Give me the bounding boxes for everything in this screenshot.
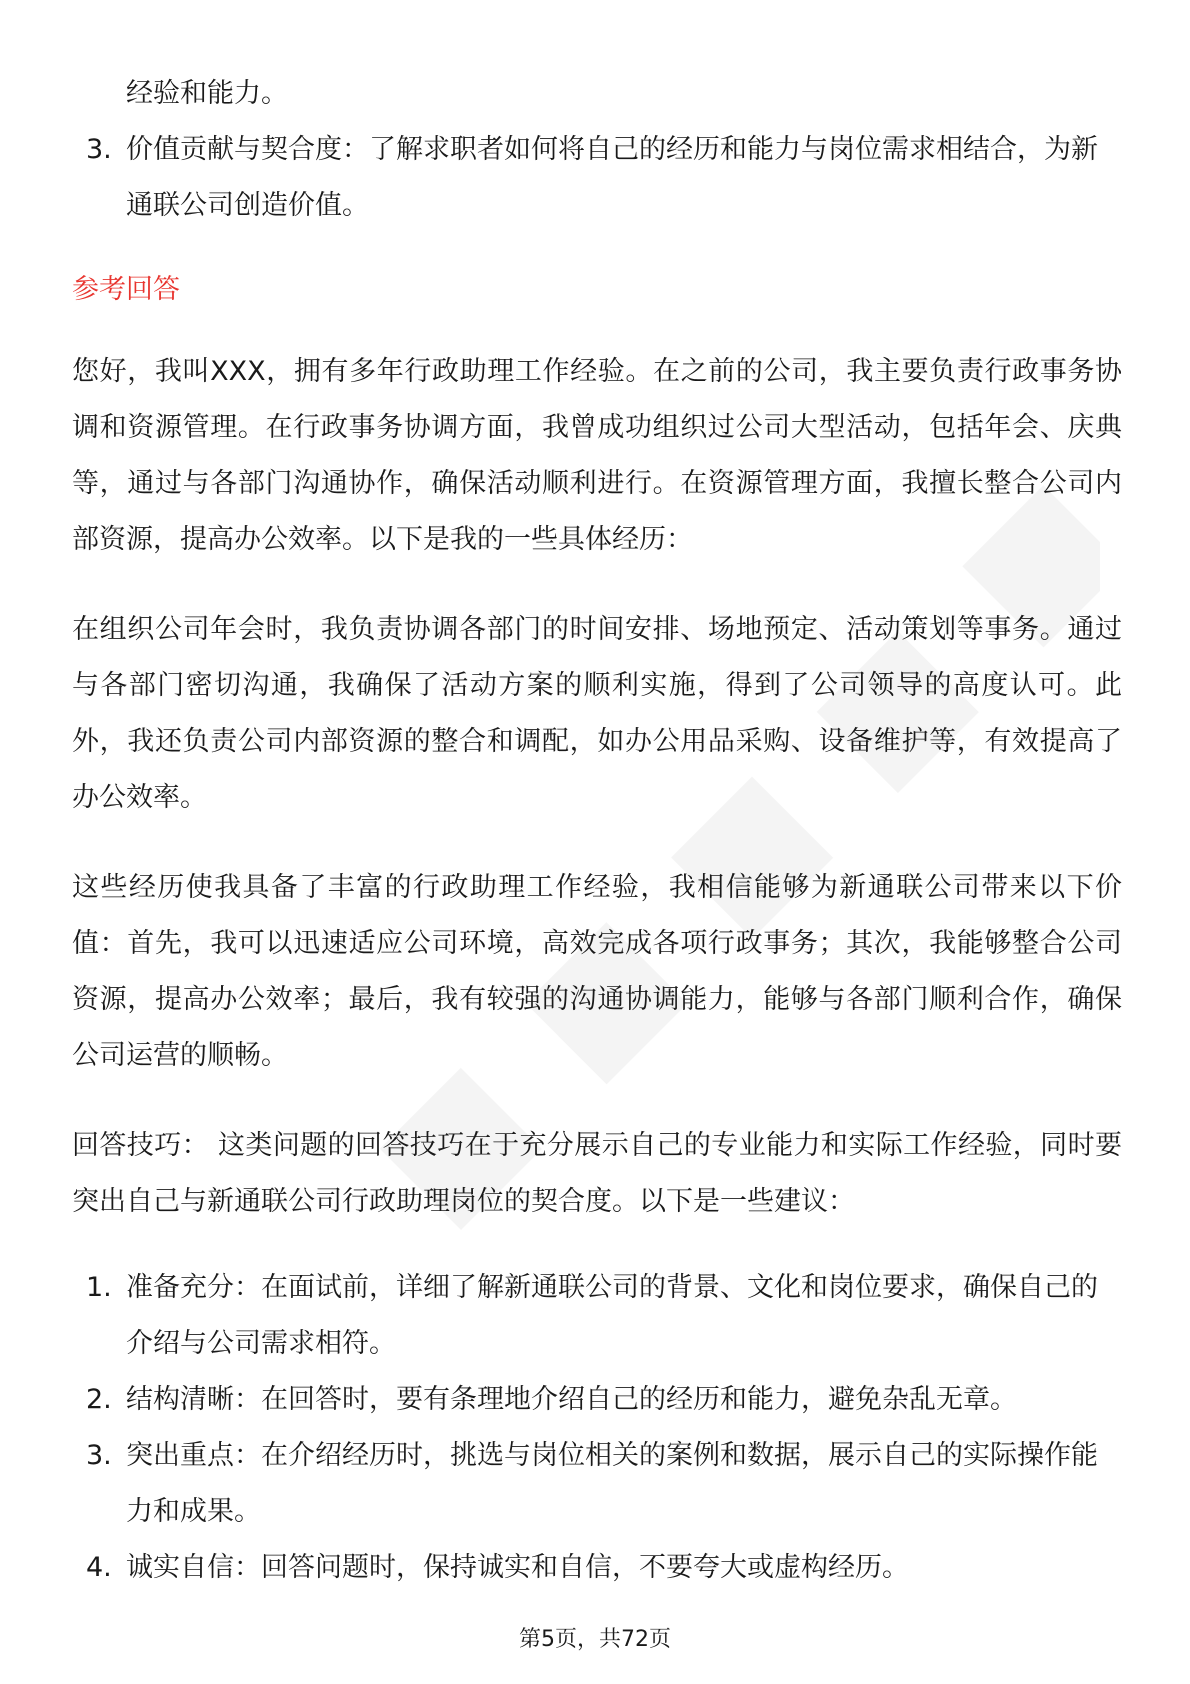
list-item-text: 准备充分：在面试前，详细了解新通联公司的背景、文化和岗位要求，确保自己的介绍与公司需求相符。 (126, 1272, 1098, 1359)
list-item-text: 价值贡献与契合度：了解求职者如何将自己的经历和能力与岗位需求相结合，为新通联公司创造价值。 (126, 134, 1098, 221)
paragraph: 在组织公司年会时，我负责协调各部门的时间安排、场地预定、活动策划等事务。通过与各部门密切沟通，我确保了活动方案的顺利实施，得到了公司领导的高度认可。此外，我还负责公司内部资源的整合和调配，如办公用品采购、设备维护等，有效提高了办公效率。 (72, 614, 1122, 813)
page-content (72, 66, 1122, 1596)
list-item (72, 1540, 1122, 1596)
list-item-text: 结构清晰：在回答时，要有条理地介绍自己的经历和能力，避免杂乱无章。 (126, 1384, 1017, 1415)
list-item-number: 2. (86, 1384, 112, 1415)
list-item-number: 3. (86, 1440, 112, 1471)
list-item (72, 1260, 1122, 1372)
list-item-number: 3. (86, 134, 112, 165)
paragraph: 这些经历使我具备了丰富的行政助理工作经验，我相信能够为新通联公司带来以下价值：首先，我可以迅速适应公司环境，高效完成各项行政事务；其次，我能够整合公司资源，提高办公效率；最后，我有较强的沟通协调能力，能够与各部门顺利合作，确保公司运营的顺畅。 (72, 872, 1122, 1071)
section-heading: 参考回答 (72, 274, 180, 305)
list-item (72, 1372, 1122, 1428)
list-item-text: 诚实自信：回答问题时，保持诚实和自信，不要夸大或虚构经历。 (126, 1552, 909, 1583)
top-list (72, 122, 1122, 234)
list-item-text: 突出重点：在介绍经历时，挑选与岗位相关的案例和数据，展示自己的实际操作能力和成果。 (126, 1440, 1098, 1527)
paragraph-tips-intro: 回答技巧： 这类问题的回答技巧在于充分展示自己的专业能力和实际工作经验，同时要突出自己与新通联公司行政助理岗位的契合度。以下是一些建议： (72, 1130, 1122, 1217)
page-footer: 第5页，共72页 (519, 1627, 671, 1652)
tips-list (72, 1260, 1122, 1596)
list-item (72, 1428, 1122, 1540)
list-item-number: 4. (86, 1552, 112, 1583)
list-item (72, 122, 1122, 234)
list-item-number: 1. (86, 1272, 112, 1303)
paragraph: 您好，我叫XXX，拥有多年行政助理工作经验。在之前的公司，我主要负责行政事务协调和资源管理。在行政事务协调方面，我曾成功组织过公司大型活动，包括年会、庆典等，通过与各部门沟通协作，确保活动顺利进行。在资源管理方面，我擅长整合公司内部资源，提高办公效率。以下是我的一些具体经历： (72, 356, 1122, 555)
continuation-text: 经验和能力。 (126, 78, 288, 109)
